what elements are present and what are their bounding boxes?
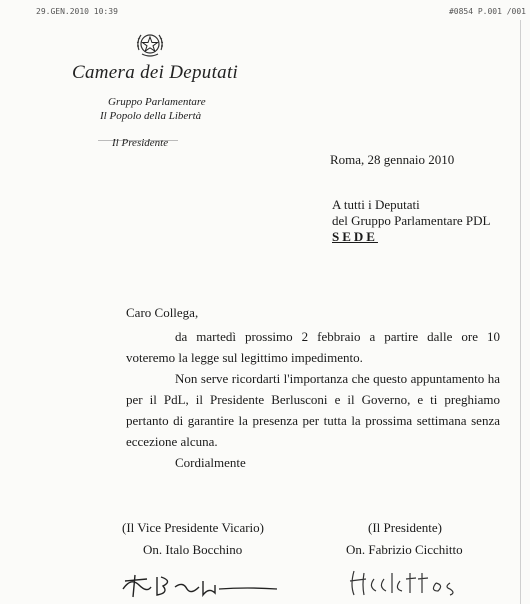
scan-edge [520, 20, 521, 604]
letterhead-group: Gruppo Parlamentare [108, 96, 206, 108]
recipient-line-2: del Gruppo Parlamentare PDL [332, 213, 491, 228]
closing: Cordialmente [175, 455, 246, 470]
recipient-line-1: A tutti i Deputati [332, 197, 420, 212]
letterhead-party: Il Popolo della Libertà [100, 110, 202, 122]
salutation: Caro Collega, [126, 305, 199, 320]
letter-body [126, 326, 500, 473]
italian-republic-emblem-icon [133, 30, 167, 60]
letter-date: Roma, 28 gennaio 2010 [330, 152, 455, 167]
body-paragraph-1: da martedì prossimo 2 febbraio a partire dalle ore 10 voteremo la legge sul legittimo impedimento. [126, 329, 500, 365]
letterhead-role: Il Presidente [112, 137, 169, 149]
fax-page-id: #0854 P.001 /001 [448, 7, 526, 16]
president-role: (Il Presidente) [368, 520, 443, 535]
fax-timestamp: 29.GEN.2010 10:39 [36, 7, 118, 16]
handwritten-signature-cicchitto [346, 565, 486, 599]
fax-header [0, 7, 530, 19]
letterhead-title: Camera dei Deputati [72, 62, 239, 83]
body-paragraph-2: Non serve ricordarti l'importanza che questo appuntamento ha per il PdL, il Presidente Berlusconi e il Governo, e ti preghiamo pertanto di garantire la presenza per tutta la prossima settimana senza eccezione alcuna. [126, 371, 500, 449]
vice-president-name: On. Italo Bocchino [143, 542, 243, 557]
handwritten-signature-bocchino [117, 567, 287, 601]
recipient-line-3: SEDE [332, 229, 378, 244]
vice-president-role: (Il Vice Presidente Vicario) [122, 520, 264, 535]
president-name: On. Fabrizio Cicchitto [346, 542, 463, 557]
